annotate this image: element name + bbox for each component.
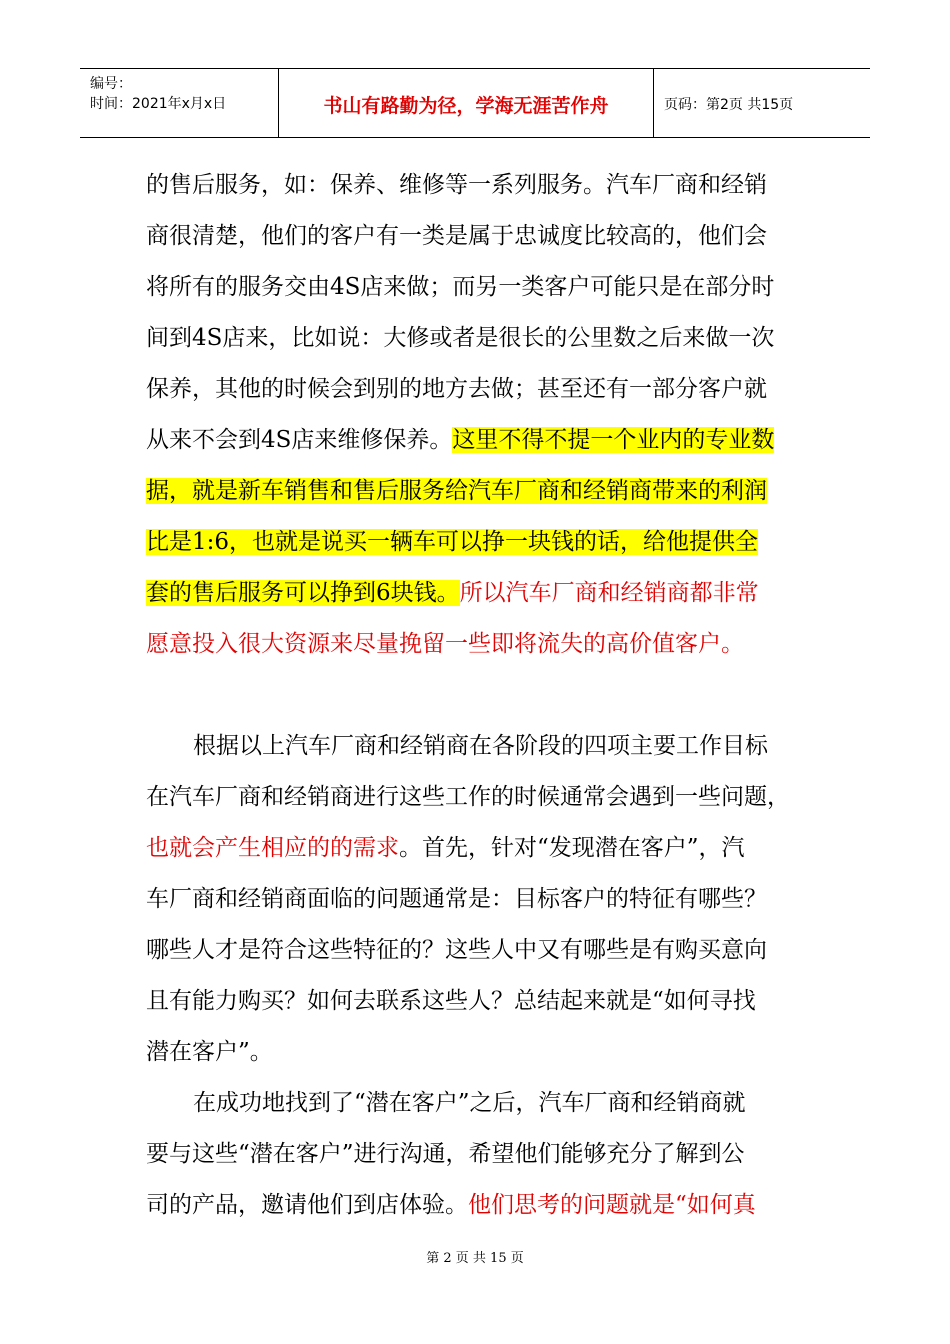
text-run: 商很清楚，他们的客户有一类是属于忠诚度比较高的，他们会 <box>146 223 767 249</box>
text-line <box>146 466 816 517</box>
header-table <box>80 68 870 138</box>
text-run: 间到4S店来，比如说：大修或者是很长的公里数之后来做一次 <box>146 325 775 351</box>
text-line <box>146 1180 816 1231</box>
document-number-label: 编号： <box>90 76 132 92</box>
text-run: 司的产品，邀请他们到店体验。 <box>146 1192 468 1218</box>
highlighted-text: 据，就是新车销售和售后服务给汽车厂商和经销商带来的利润 <box>146 478 767 504</box>
text-run: 在汽车厂商和经销商进行这些工作的时候通常会遇到一些问题， <box>146 784 790 810</box>
highlighted-text: 比是1:6，也就是说买一辆车可以挣一块钱的话，给他提供全 <box>146 529 759 555</box>
red-text: 也就会产生相应的的需求 <box>146 835 399 861</box>
text-line <box>146 517 816 568</box>
text-run: 。首先，针对“发现潜在客户”，汽 <box>399 835 745 861</box>
text-line <box>146 721 816 772</box>
text-run: 根据以上汽车厂商和经销商在各阶段的四项主要工作目标 <box>193 733 768 759</box>
text-line <box>146 925 816 976</box>
text-line <box>146 1027 816 1078</box>
text-line <box>146 160 816 211</box>
text-run: 的售后服务，如：保养、维修等一系列服务。汽车厂商和经销 <box>146 172 767 198</box>
text-run: 车厂商和经销商面临的问题通常是：目标客户的特征有哪些？ <box>146 886 767 912</box>
body-text <box>146 160 816 1231</box>
text-line <box>146 874 816 925</box>
text-run: 保养，其他的时候会到别的地方去做；甚至还有一部分客户就 <box>146 376 767 402</box>
text-line <box>146 823 816 874</box>
text-run: 哪些人才是符合这些特征的？这些人中又有哪些是有购买意向 <box>146 937 767 963</box>
highlighted-text: 这里不得不提一个业内的专业数 <box>452 427 775 453</box>
text-line <box>146 772 816 823</box>
header-motto: 书山有路勤为径，学海无涯苦作舟 <box>323 95 609 117</box>
text-line <box>146 568 816 619</box>
header-page-number: 页码：第2页 共15页 <box>664 97 794 113</box>
highlighted-text: 套的售后服务可以挣到6块钱。 <box>146 580 460 606</box>
text-run: 从来不会到4S店来维修保养。 <box>146 427 453 453</box>
text-line <box>146 976 816 1027</box>
red-text: 他们思考的问题就是“如何真 <box>468 1192 756 1218</box>
text-line <box>146 313 816 364</box>
text-run: 潜在客户”。 <box>146 1039 273 1065</box>
text-line <box>146 619 816 670</box>
text-line <box>146 262 816 313</box>
header-info-cell <box>80 69 279 137</box>
text-line <box>146 1078 816 1129</box>
text-line <box>146 211 816 262</box>
text-run: 要与这些“潜在客户”进行沟通，希望他们能够充分了解到公 <box>146 1141 745 1167</box>
document-date: 时间：2021年x月x日 <box>90 96 227 112</box>
red-text: 愿意投入很大资源来尽量挽留一些即将流失的高价值客户。 <box>146 631 744 657</box>
text-line <box>146 1129 816 1180</box>
text-run: 在成功地找到了“潜在客户”之后，汽车厂商和经销商就 <box>193 1090 746 1116</box>
text-run: 且有能力购买？如何去联系这些人？总结起来就是“如何寻找 <box>146 988 756 1014</box>
text-line <box>146 364 816 415</box>
text-line <box>146 415 816 466</box>
header-motto-cell <box>279 69 654 137</box>
paragraph-gap <box>146 670 816 721</box>
page-footer: 第 2 页 共 15 页 <box>426 1251 524 1266</box>
red-text: 所以汽车厂商和经销商都非常 <box>459 580 759 606</box>
text-run: 将所有的服务交由4S店来做；而另一类客户可能只是在部分时 <box>146 274 775 300</box>
header-page-cell <box>654 69 870 137</box>
